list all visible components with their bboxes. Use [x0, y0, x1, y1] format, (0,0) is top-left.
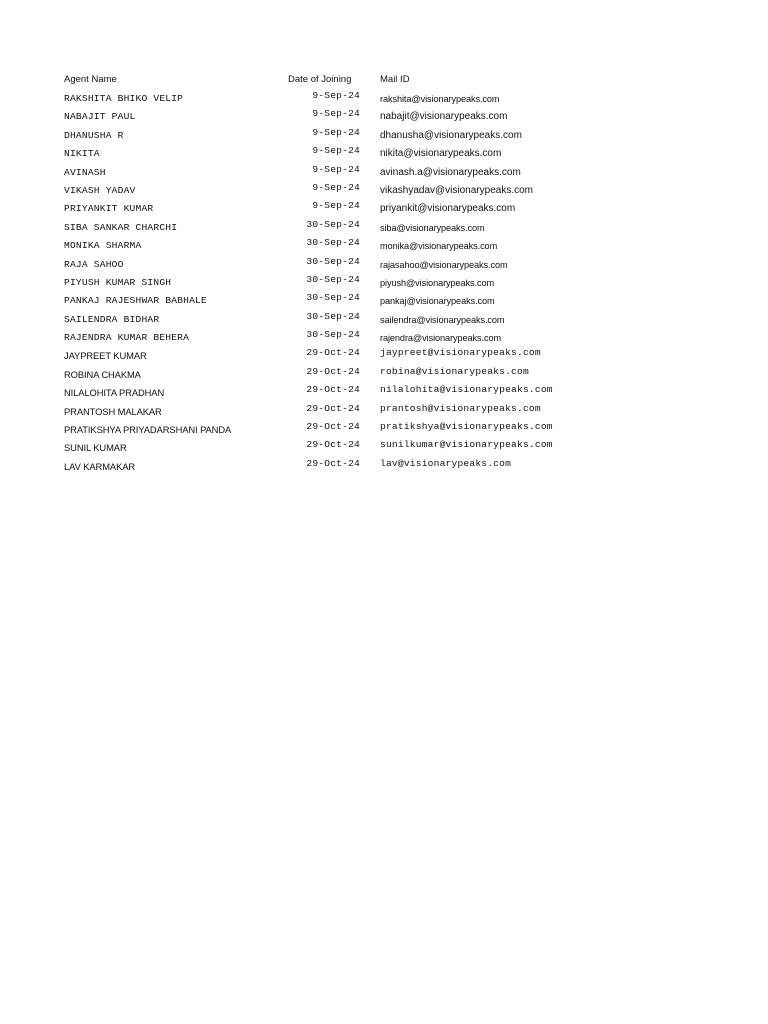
mail-id-cell: rajasahoo@visionarypeaks.com — [380, 259, 508, 270]
table-row — [0, 127, 768, 145]
date-of-joining-cell: 30-Sep-24 — [306, 273, 360, 285]
agent-name-cell: DHANUSHA R — [64, 129, 124, 141]
date-of-joining-cell: 9-Sep-24 — [312, 181, 360, 193]
agent-name-cell: NABAJIT PAUL — [64, 111, 136, 123]
agent-name-cell: SAILENDRA BIDHAR — [64, 313, 160, 325]
agent-name-cell: SIBA SANKAR CHARCHI — [64, 221, 178, 233]
agent-name-cell: RAJENDRA KUMAR BEHERA — [64, 332, 190, 344]
date-of-joining-cell: 9-Sep-24 — [312, 108, 360, 120]
agent-name-cell: NIKITA — [64, 148, 100, 160]
table-row — [0, 292, 768, 310]
mail-id-cell: nikita@visionarypeaks.com — [380, 148, 502, 160]
agent-name-cell: JAYPREET KUMAR — [64, 350, 147, 362]
date-of-joining-cell: 29-Oct-24 — [306, 402, 360, 414]
agent-name-cell: PRANTOSH MALAKAR — [64, 405, 162, 417]
table-row — [0, 311, 768, 329]
mail-id-cell: prantosh@visionarypeaks.com — [380, 402, 541, 414]
table-row — [0, 108, 768, 126]
mail-id-cell: rajendra@visionarypeaks.com — [380, 333, 502, 344]
mail-id-cell: nabajit@visionarypeaks.com — [380, 111, 508, 123]
date-of-joining-cell: 9-Sep-24 — [312, 163, 360, 175]
table-row — [0, 237, 768, 255]
agent-name-cell: PRATIKSHYA PRIYADARSHANI PANDA — [64, 424, 232, 436]
agent-name-cell: AVINASH — [64, 166, 106, 178]
date-of-joining-cell: 30-Sep-24 — [306, 329, 360, 341]
date-of-joining-cell: 30-Sep-24 — [306, 237, 360, 249]
agent-name-cell: ROBINA CHAKMA — [64, 368, 141, 380]
mail-id-cell: robina@visionarypeaks.com — [380, 365, 529, 377]
table-row — [0, 384, 768, 402]
date-of-joining-cell: 29-Oct-24 — [306, 384, 360, 396]
date-of-joining-cell: 30-Sep-24 — [306, 255, 360, 267]
date-of-joining-cell: 30-Sep-24 — [306, 218, 360, 230]
date-of-joining-cell: 9-Sep-24 — [312, 126, 360, 138]
date-of-joining-cell: 9-Sep-24 — [312, 200, 360, 212]
table-header — [0, 74, 768, 88]
mail-id-cell: monika@visionarypeaks.com — [380, 241, 498, 252]
agent-name-cell: LAV KARMAKAR — [64, 460, 136, 472]
table-row — [0, 219, 768, 237]
mail-id-cell: sunilkumar@visionarypeaks.com — [380, 439, 553, 451]
agent-name-cell: VIKASH YADAV — [64, 184, 136, 196]
date-of-joining-cell: 29-Oct-24 — [306, 347, 360, 359]
mail-id-cell: pratikshya@visionarypeaks.com — [380, 421, 553, 433]
table-row — [0, 366, 768, 384]
date-of-joining-cell: 9-Sep-24 — [312, 90, 360, 101]
table-body — [0, 90, 768, 476]
mail-id-cell: avinash.a@visionarypeaks.com — [380, 166, 521, 178]
table-row — [0, 200, 768, 218]
agent-name-cell: RAKSHITA BHIKO VELIP — [64, 93, 184, 104]
mail-id-cell: vikashyadav@visionarypeaks.com — [380, 184, 533, 196]
agent-name-cell: PIYUSH KUMAR SINGH — [64, 276, 172, 288]
mail-id-cell: priyankit@visionarypeaks.com — [380, 203, 516, 215]
mail-id-cell: piyush@visionarypeaks.com — [380, 277, 495, 288]
date-of-joining-cell: 29-Oct-24 — [306, 439, 360, 451]
agent-name-cell: PRIYANKIT KUMAR — [64, 203, 154, 215]
mail-id-cell: dhanusha@visionarypeaks.com — [380, 129, 522, 141]
mail-id-cell: rakshita@visionarypeaks.com — [380, 94, 500, 104]
mail-id-cell: jaypreet@visionarypeaks.com — [380, 347, 541, 359]
mail-id-cell: siba@visionarypeaks.com — [380, 222, 485, 233]
date-of-joining-cell: 30-Sep-24 — [306, 310, 360, 322]
mail-id-cell: pankaj@visionarypeaks.com — [380, 296, 495, 307]
date-of-joining-cell: 9-Sep-24 — [312, 145, 360, 157]
table-row — [0, 458, 768, 476]
table-row — [0, 403, 768, 421]
agent-name-cell: RAJA SAHOO — [64, 258, 124, 270]
table-row — [0, 347, 768, 365]
mail-id-header: Mail ID — [380, 74, 410, 85]
date-of-joining-cell: 30-Sep-24 — [306, 292, 360, 304]
date-of-joining-header: Date of Joining — [288, 74, 352, 85]
date-of-joining-cell: 29-Oct-24 — [306, 457, 360, 469]
date-of-joining-cell: 29-Oct-24 — [306, 365, 360, 377]
mail-id-cell: lav@visionarypeaks.com — [380, 457, 512, 469]
table-row — [0, 256, 768, 274]
table-row — [0, 182, 768, 200]
agent-name-cell: SUNIL KUMAR — [64, 442, 127, 454]
table-row — [0, 439, 768, 457]
table-row — [0, 145, 768, 163]
table-row — [0, 90, 768, 108]
agent-name-cell: NILALOHITA PRADHAN — [64, 387, 165, 399]
date-of-joining-cell: 29-Oct-24 — [306, 421, 360, 433]
mail-id-cell: sailendra@visionarypeaks.com — [380, 314, 505, 325]
agent-name-header: Agent Name — [64, 74, 117, 85]
table-row — [0, 421, 768, 439]
agent-name-cell: PANKAJ RAJESHWAR BABHALE — [64, 295, 207, 307]
agent-name-cell: MONIKA SHARMA — [64, 240, 142, 252]
table-row — [0, 329, 768, 347]
mail-id-cell: nilalohita@visionarypeaks.com — [380, 384, 553, 396]
table-row — [0, 274, 768, 292]
table-row — [0, 164, 768, 182]
